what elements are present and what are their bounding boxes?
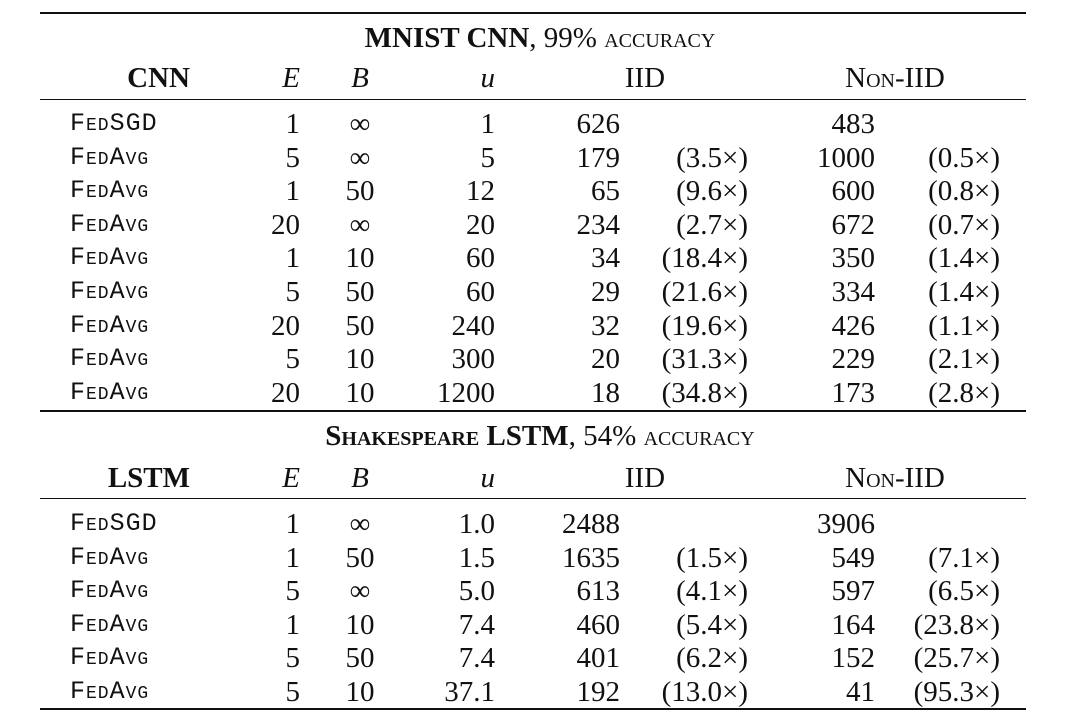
table-cell-noniid-x: (25.7×) — [913, 642, 1000, 675]
table-cell-method: FedAvg — [70, 209, 150, 239]
table-cell-iid-x: (21.6×) — [661, 276, 748, 308]
table-cell-iid: 2488 — [562, 508, 620, 540]
table-cell-iid: 20 — [591, 343, 620, 376]
table-cell-method: FedAvg — [70, 277, 150, 306]
table-cell-E: 5 — [285, 276, 300, 308]
table-cell-iid-x: (19.6×) — [661, 309, 748, 342]
table-cell-E: 5 — [285, 575, 300, 608]
table-cell-u: 1 — [480, 108, 495, 140]
table-cell-noniid: 164 — [831, 608, 875, 641]
table-cell-noniid: 350 — [831, 242, 875, 275]
table-cell-noniid-x: (1.1×) — [928, 309, 1000, 342]
table-cell-method: FedSGD — [70, 509, 158, 538]
table-cell-u: 37.1 — [444, 676, 495, 708]
table-cell-iid: 32 — [591, 309, 620, 342]
table-cell-method: FedAvg — [70, 643, 150, 673]
column-header: B — [351, 62, 369, 94]
table-cell-E: 1 — [285, 108, 300, 140]
table-bottom-rule — [40, 708, 1026, 710]
table-cell-noniid-x: (7.1×) — [928, 541, 1000, 574]
table-cell-noniid: 173 — [831, 376, 875, 409]
table-cell-noniid-x: (95.3×) — [913, 676, 1000, 708]
table-cell-method: FedAvg — [70, 344, 150, 374]
table-cell-iid: 613 — [576, 575, 620, 608]
table-cell-noniid: 41 — [846, 676, 875, 708]
column-header: E — [282, 462, 300, 494]
column-header: LSTM — [107, 462, 190, 494]
table-cell-noniid: 426 — [831, 309, 875, 342]
table-cell-iid-x: (9.6×) — [676, 175, 748, 208]
header-rule — [40, 99, 1026, 100]
table-cell-E: 1 — [285, 608, 300, 641]
table-cell-noniid-x: (0.7×) — [928, 208, 1000, 241]
table-cell-iid-x: (18.4×) — [661, 242, 748, 275]
table-cell-noniid: 334 — [831, 276, 875, 308]
table-cell-noniid-x: (1.4×) — [928, 242, 1000, 275]
section-title-rest: , 54% accuracy — [568, 420, 755, 452]
table-cell-B: 50 — [345, 642, 375, 675]
table-cell-iid: 626 — [576, 108, 620, 140]
table-cell-B: 50 — [345, 541, 375, 574]
column-header: Non-IID — [845, 462, 945, 494]
table-cell-iid-x: (5.4×) — [676, 608, 748, 641]
table-cell-iid-x: (4.1×) — [676, 575, 748, 608]
table-cell-iid-x: (13.0×) — [661, 676, 748, 708]
table-cell-B: ∞ — [349, 575, 371, 608]
table-cell-noniid-x: (0.8×) — [928, 175, 1000, 208]
table-cell-B: 10 — [345, 343, 375, 376]
table-cell-noniid-x: (6.5×) — [928, 575, 1000, 608]
table-cell-u: 20 — [466, 208, 495, 241]
section-title-bold: Shakespeare LSTM — [325, 420, 569, 452]
table-cell-method: FedAvg — [70, 542, 150, 572]
table-cell-method: FedAvg — [70, 310, 150, 340]
table-cell-u: 7.4 — [458, 642, 495, 675]
table-cell-iid-x: (2.7×) — [676, 208, 748, 241]
table-cell-B: 10 — [345, 376, 375, 409]
table-cell-u: 1.5 — [458, 541, 495, 574]
table-cell-iid-x: (31.3×) — [661, 343, 748, 376]
table-cell-iid: 179 — [576, 141, 620, 174]
table-cell-iid: 34 — [591, 242, 620, 275]
table-cell-u: 7.4 — [458, 608, 495, 641]
table-cell-iid: 192 — [576, 676, 620, 708]
table-cell-noniid: 549 — [831, 541, 875, 574]
table-cell-noniid-x: (0.5×) — [928, 141, 1000, 174]
section-title — [0, 420, 1080, 452]
table-cell-E: 5 — [285, 676, 300, 708]
table-top-rule — [40, 12, 1026, 14]
table-cell-u: 60 — [466, 276, 495, 308]
table-cell-iid-x: (34.8×) — [661, 376, 748, 409]
table-cell-noniid-x: (23.8×) — [913, 608, 1000, 641]
column-header: E — [282, 62, 300, 94]
table-cell-iid-x: (3.5×) — [676, 141, 748, 174]
table-cell-u: 5 — [480, 141, 495, 174]
table-cell-B: 50 — [345, 175, 375, 208]
table-cell-iid: 1635 — [562, 541, 620, 574]
table-cell-iid-x: (6.2×) — [676, 642, 748, 675]
table-cell-noniid: 672 — [831, 208, 875, 241]
table-cell-B: 50 — [345, 309, 375, 342]
table-cell-noniid-x: (2.8×) — [928, 376, 1000, 409]
table-cell-method: FedAvg — [70, 142, 150, 172]
section-title — [0, 22, 1080, 54]
column-header: Non-IID — [845, 62, 945, 94]
table-cell-B: 10 — [345, 608, 375, 641]
table-cell-E: 1 — [285, 242, 300, 275]
table-cell-method: FedAvg — [70, 576, 150, 606]
table-cell-method: FedAvg — [70, 377, 150, 407]
table-cell-B: ∞ — [349, 208, 371, 241]
table-cell-method: FedAvg — [70, 609, 150, 639]
section-divider-rule — [40, 410, 1026, 412]
table-cell-u: 12 — [466, 175, 495, 208]
table-cell-method: FedAvg — [70, 677, 150, 706]
table-cell-B: 10 — [345, 242, 375, 275]
table-cell-iid: 234 — [576, 208, 620, 241]
column-header: IID — [624, 462, 666, 494]
column-header: IID — [624, 62, 666, 94]
table-cell-noniid: 229 — [831, 343, 875, 376]
table-cell-iid: 401 — [576, 642, 620, 675]
table-cell-method: FedAvg — [70, 176, 150, 206]
column-header: CNN — [127, 62, 190, 94]
table-cell-noniid: 597 — [831, 575, 875, 608]
column-header: u — [480, 62, 495, 94]
table-cell-B: ∞ — [349, 108, 371, 140]
table-cell-u: 240 — [451, 309, 495, 342]
table-cell-E: 5 — [285, 642, 300, 675]
table-cell-u: 5.0 — [458, 575, 495, 608]
header-rule — [40, 498, 1026, 499]
table-cell-E: 1 — [285, 541, 300, 574]
table-cell-B: 50 — [345, 276, 375, 308]
table-cell-noniid-x: (2.1×) — [928, 343, 1000, 376]
table-cell-method: FedAvg — [70, 243, 150, 273]
table-cell-E: 20 — [271, 376, 300, 409]
table-cell-iid: 460 — [576, 608, 620, 641]
table-cell-u: 300 — [451, 343, 495, 376]
table-cell-B: 10 — [345, 676, 375, 708]
table-cell-B: ∞ — [349, 508, 371, 540]
table-cell-noniid: 600 — [831, 175, 875, 208]
table-cell-noniid: 483 — [831, 108, 875, 140]
column-header: u — [480, 462, 495, 494]
table-cell-noniid: 1000 — [817, 141, 875, 174]
table-cell-method: FedSGD — [70, 109, 158, 138]
table-cell-E: 20 — [271, 208, 300, 241]
section-title-bold: MNIST CNN — [364, 22, 530, 54]
table-cell-iid-x: (1.5×) — [676, 541, 748, 574]
table-cell-u: 1.0 — [458, 508, 495, 540]
column-header: B — [351, 462, 369, 494]
table-cell-iid: 29 — [591, 276, 620, 308]
table-cell-noniid: 3906 — [817, 508, 875, 540]
table-cell-E: 1 — [285, 175, 300, 208]
table-cell-u: 60 — [466, 242, 495, 275]
table-cell-iid: 18 — [591, 376, 620, 409]
table-cell-E: 5 — [285, 343, 300, 376]
table-cell-noniid-x: (1.4×) — [928, 276, 1000, 308]
table-cell-iid: 65 — [591, 175, 620, 208]
table-cell-B: ∞ — [349, 141, 371, 174]
table-cell-E: 1 — [285, 508, 300, 540]
section-title-rest: , 99% accuracy — [529, 22, 716, 54]
table-cell-E: 20 — [271, 309, 300, 342]
table-cell-noniid: 152 — [831, 642, 875, 675]
table-cell-u: 1200 — [437, 376, 495, 409]
table-cell-E: 5 — [285, 141, 300, 174]
